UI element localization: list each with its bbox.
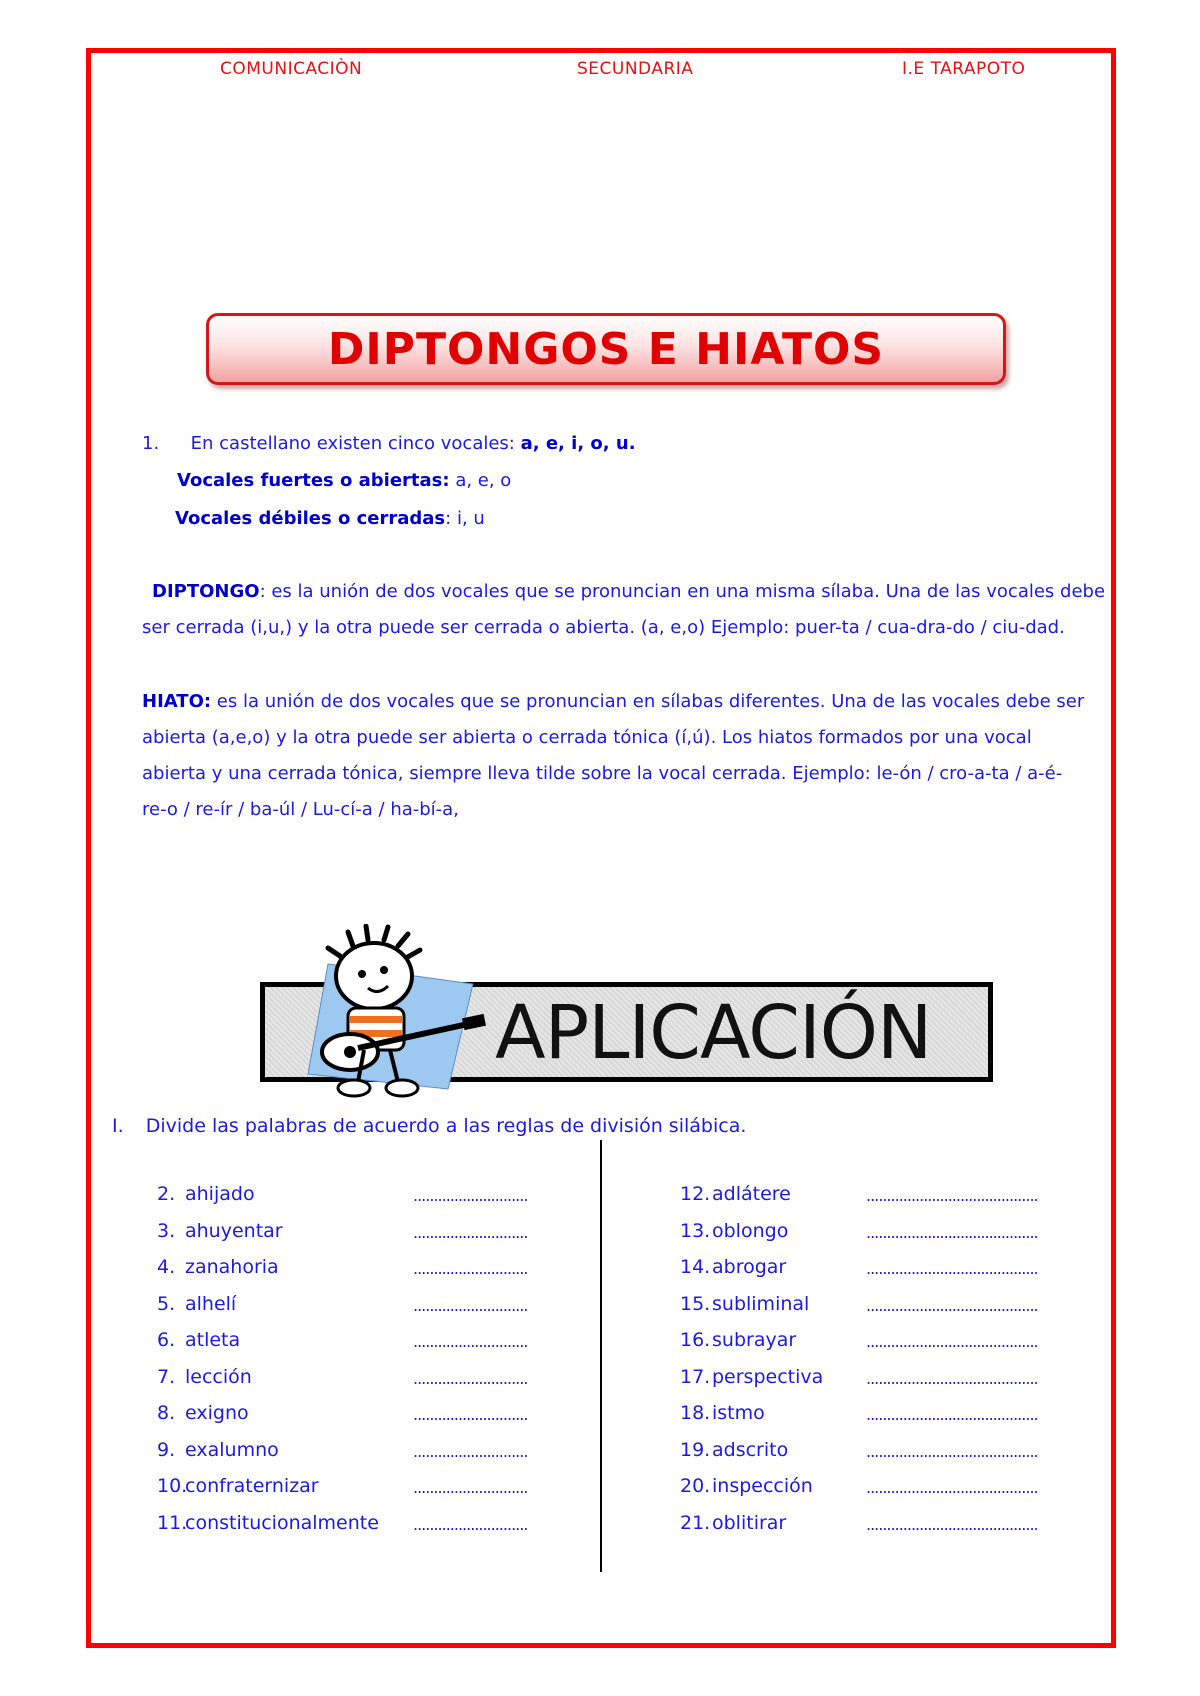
- right-item-number: 17.: [680, 1365, 711, 1388]
- left-item-word: confraternizar: [185, 1475, 319, 1497]
- right-item-word: abrogar: [712, 1256, 787, 1278]
- intro-vowels: a, e, i, o, u.: [520, 433, 636, 454]
- right-answer-blank[interactable]: ..........................................: [866, 1222, 1038, 1242]
- right-answer-blank[interactable]: ..........................................: [866, 1405, 1038, 1424]
- right-item-number: 19.: [680, 1438, 711, 1461]
- left-item-number: 6.: [157, 1329, 176, 1351]
- aplicacion-title: APLICACIÓN: [495, 990, 932, 1076]
- diptongo-line-1: [142, 574, 1117, 610]
- weak-vowels-line: [175, 508, 485, 529]
- right-answer-blank[interactable]: ..........................................: [866, 1441, 1038, 1461]
- hiato-line-3: abierta y una cerrada tónica, siempre lleva tilde sobre la vocal cerrada. Ejemplo: le-ón / cro-a-ta / a-é-: [142, 763, 1063, 784]
- diptongo-term: DIPTONGO: [152, 581, 260, 602]
- right-answer-blank[interactable]: ..........................................: [866, 1186, 1038, 1205]
- right-item-number: 20.: [680, 1475, 711, 1497]
- right-answer-blank[interactable]: ..........................................: [866, 1332, 1038, 1351]
- left-item-number: 7.: [157, 1365, 176, 1388]
- guitar-player-mascot-icon: [298, 924, 498, 1104]
- left-item-number: 3.: [157, 1219, 176, 1242]
- right-item-word: subrayar: [712, 1329, 797, 1351]
- left-answer-blank[interactable]: ............................: [413, 1186, 528, 1205]
- strong-vowels-label: Vocales fuertes o abiertas:: [177, 470, 450, 491]
- left-item-number: 4.: [157, 1256, 176, 1278]
- header-level: SECUNDARIA: [577, 59, 694, 79]
- left-item-word: exigno: [185, 1402, 249, 1424]
- exercise-number: I.: [112, 1115, 124, 1137]
- left-item-word: zanahoria: [185, 1256, 279, 1278]
- hiato-line-1: [142, 684, 1117, 720]
- left-item-word: constitucionalmente: [185, 1511, 379, 1534]
- left-answer-blank[interactable]: ............................: [413, 1441, 528, 1461]
- left-answer-blank[interactable]: ............................: [413, 1368, 528, 1388]
- weak-vowels-values: : i, u: [445, 508, 485, 529]
- right-answer-blank[interactable]: ..........................................: [866, 1514, 1038, 1534]
- left-answer-blank[interactable]: ............................: [413, 1295, 528, 1315]
- header-subject: COMUNICACIÒN: [220, 59, 363, 79]
- left-item-number: 5.: [157, 1292, 176, 1315]
- left-item-number: 2.: [157, 1183, 176, 1205]
- right-item-word: adscrito: [712, 1438, 789, 1461]
- strong-vowels-values: a, e, o: [449, 470, 512, 491]
- column-divider: [600, 1140, 602, 1572]
- left-item-word: alhelí: [185, 1292, 237, 1315]
- right-item-number: 14.: [680, 1256, 711, 1278]
- right-item-number: 21.: [680, 1511, 711, 1534]
- intro-line: [142, 433, 636, 454]
- hiato-definition: [142, 684, 1117, 828]
- strong-vowels-line: [177, 470, 511, 491]
- right-answer-blank[interactable]: ..........................................: [866, 1259, 1038, 1278]
- right-item-number: 13.: [680, 1219, 711, 1242]
- right-item-number: 16.: [680, 1329, 711, 1351]
- left-item-number: 10.: [157, 1475, 188, 1497]
- right-answer-blank[interactable]: ..........................................: [866, 1368, 1038, 1388]
- right-item-word: perspectiva: [712, 1365, 824, 1388]
- left-item-number: 8.: [157, 1402, 176, 1424]
- right-item-number: 18.: [680, 1402, 711, 1424]
- hiato-term: HIATO:: [142, 691, 212, 712]
- right-item-number: 12.: [680, 1183, 711, 1205]
- diptongo-line-2: ser cerrada (i,u,) y la otra puede ser cerrada o abierta. (a, e,o) Ejemplo: puer-ta / cua-dra-do / ciu-dad.: [142, 617, 1065, 638]
- left-item-number: 9.: [157, 1438, 176, 1461]
- left-answer-blank[interactable]: ............................: [413, 1514, 528, 1534]
- intro-number: 1.: [142, 433, 160, 454]
- exercise-instruction: [112, 1115, 746, 1137]
- left-item-word: atleta: [185, 1329, 241, 1351]
- left-item-word: ahuyentar: [185, 1219, 283, 1242]
- right-answer-blank[interactable]: ..........................................: [866, 1478, 1038, 1497]
- right-item-word: adlátere: [712, 1183, 791, 1205]
- right-item-word: istmo: [712, 1402, 765, 1424]
- diptongo-text-1: : es la unión de dos vocales que se pronuncian en una misma sílaba. Una de las vocales debe: [259, 581, 1106, 602]
- weak-vowels-label: Vocales débiles o cerradas: [175, 508, 446, 529]
- left-item-word: exalumno: [185, 1438, 279, 1461]
- header-school: I.E TARAPOTO: [902, 59, 1026, 79]
- left-answer-blank[interactable]: ............................: [413, 1332, 528, 1351]
- diptongo-definition: [142, 574, 1117, 646]
- right-item-word: subliminal: [712, 1292, 810, 1315]
- left-item-word: ahijado: [185, 1183, 255, 1205]
- left-answer-blank[interactable]: ............................: [413, 1405, 528, 1424]
- left-answer-blank[interactable]: ............................: [413, 1478, 528, 1497]
- left-item-word: lección: [185, 1365, 252, 1388]
- exercise-text: Divide las palabras de acuerdo a las reglas de división silábica.: [145, 1115, 747, 1137]
- right-answer-blank[interactable]: ..........................................: [866, 1295, 1038, 1315]
- intro-text: En castellano existen cinco vocales:: [190, 433, 521, 454]
- hiato-line-2: abierta (a,e,o) y la otra puede ser abierta o cerrada tónica (í,ú). Los hiatos formados por una vocal: [142, 727, 1032, 748]
- right-item-number: 15.: [680, 1292, 711, 1315]
- right-item-word: inspección: [712, 1475, 813, 1497]
- left-answer-blank[interactable]: ............................: [413, 1259, 528, 1278]
- hiato-line-4: re-o / re-ír / ba-úl / Lu-cí-a / ha-bí-a,: [142, 799, 459, 820]
- left-item-number: 11.: [157, 1511, 188, 1534]
- right-item-word: oblongo: [712, 1219, 789, 1242]
- right-item-word: oblitirar: [712, 1511, 787, 1534]
- hiato-text-1: es la unión de dos vocales que se pronuncian en sílabas diferentes. Una de las vocales debe ser: [211, 691, 1085, 712]
- page-title: DIPTONGOS E HIATOS: [327, 323, 885, 375]
- left-answer-blank[interactable]: ............................: [413, 1222, 528, 1242]
- title-banner: [206, 313, 1006, 385]
